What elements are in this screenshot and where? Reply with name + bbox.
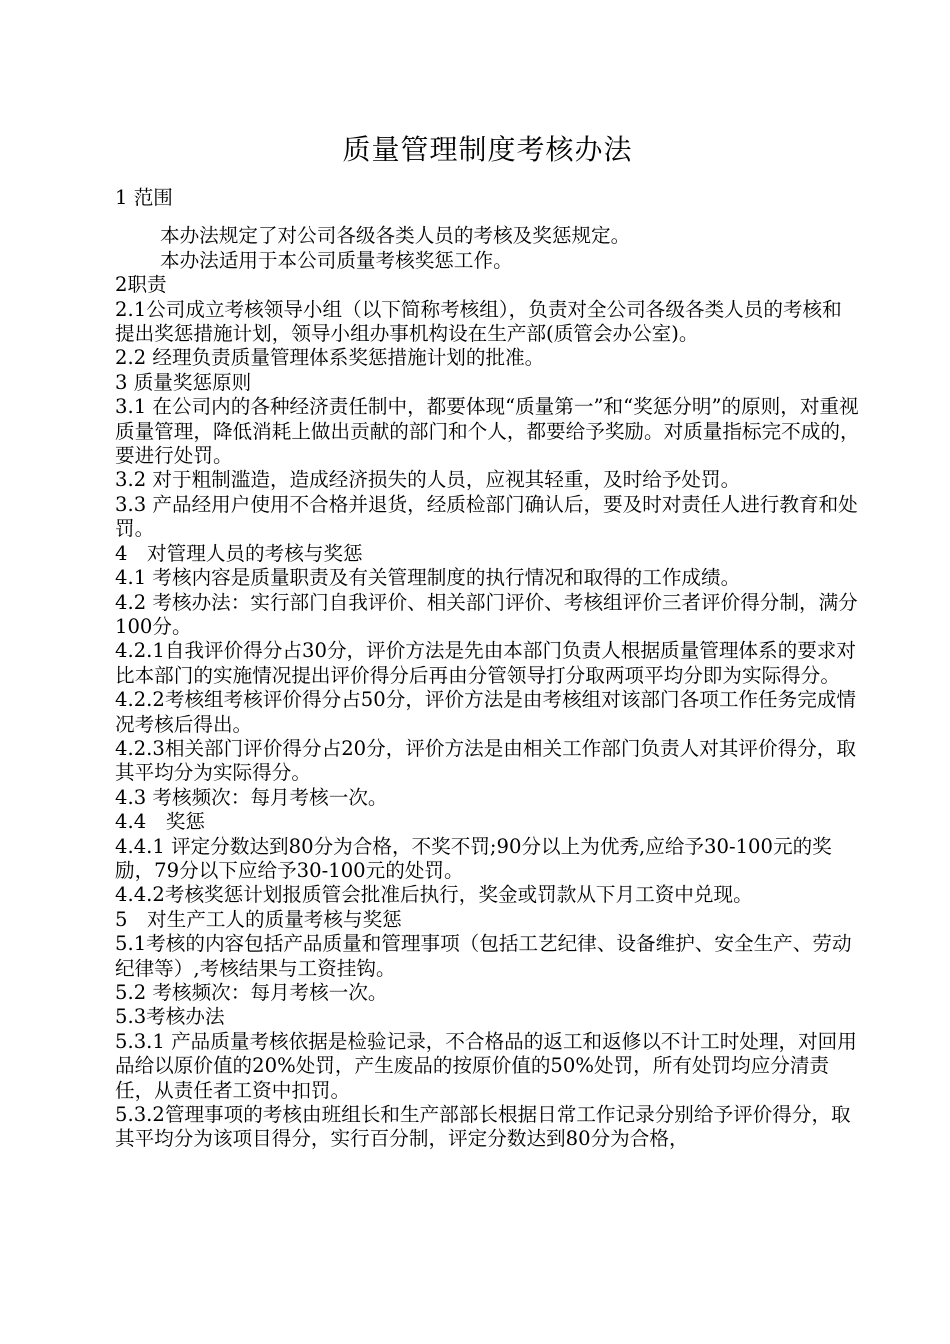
section-heading-2: 2职责	[115, 273, 167, 297]
paragraph-4-2-3: 4.2.3相关部门评价得分占20分，评价方法是由相关工作部门负责人对其评价得分，取其平均分为实际得分。	[115, 736, 856, 785]
section-heading-5-3: 5.3考核办法	[115, 1005, 225, 1029]
section-heading-4-4: 4.4 奖惩	[115, 810, 205, 834]
paragraph-1-a: 本办法规定了对公司各级各类人员的考核及奖惩规定。	[160, 224, 631, 248]
paragraph-4-2: 4.2 考核办法：实行部门自我评价、相关部门评价、考核组评价三者评价得分制，满分100分。	[115, 590, 858, 638]
paragraph-2-1: 2.1公司成立考核领导小组（以下简称考核组），负责对全公司各级各类人员的考核和提出奖惩措施计划，领导小组办事机构设在生产部(质管会办公室)。	[115, 297, 842, 346]
paragraph-4-3: 4.3 考核频次：每月考核一次。	[115, 785, 388, 809]
paragraph-4-4-2: 4.4.2考核奖惩计划报质管会批准后执行，奖金或罚款从下月工资中兑现。	[115, 883, 753, 907]
section-heading-3: 3 质量奖惩原则	[115, 370, 252, 394]
paragraph-4-4-1: 4.4.1 评定分数达到80分为合格，不奖不罚;90分以上为优秀,应给予30-100元的奖励，79分以下应给予30-100元的处罚。	[115, 834, 832, 882]
paragraph-4-2-2: 4.2.2考核组考核评价得分占50分，评价方法是由考核组对该部门各项工作任务完成情况考核后得出。	[115, 688, 856, 736]
paragraph-5-3-2: 5.3.2管理事项的考核由班组长和生产部部长根据日常工作记录分别给予评价得分，取其平均分为该项目得分，实行百分制，评定分数达到80分为合格，	[115, 1103, 851, 1151]
document-title: 质量管理制度考核办法	[342, 133, 633, 166]
document-body	[115, 186, 860, 1152]
paragraph-5-3-1: 5.3.1 产品质量考核依据是检验记录，不合格品的返工和返修以不计工时处理，对回用品给以原价值的20%处罚，产生废品的按原价值的50%处罚，所有处罚均应分清责任，从责任者工资中扣罚。	[115, 1029, 857, 1102]
paragraph-1-b: 本办法适用于本公司质量考核奖惩工作。	[160, 248, 513, 272]
paragraph-3-1: 3.1 在公司内的各种经济责任制中，都要体现“质量第一”和“奖惩分明”的原则，对重视质量管理，降低消耗上做出贡献的部门和个人，都要给予奖励。对质量指标完不成的，要进行处罚。	[115, 395, 860, 468]
paragraph-4-2-1: 4.2.1自我评价得分占30分，评价方法是先由本部门负责人根据质量管理体系的要求对比本部门的实施情况提出评价得分后再由分管领导打分取两项平均分即为实际得分。	[115, 639, 856, 687]
paragraph-2-2: 2.2 经理负责质量管理体系奖惩措施计划的批准。	[115, 346, 545, 370]
paragraph-5-2: 5.2 考核频次：每月考核一次。	[115, 981, 388, 1004]
section-heading-4: 4 对管理人员的考核与奖惩	[115, 541, 363, 565]
paragraph-4-1: 4.1 考核内容是质量职责及有关管理制度的执行情况和取得的工作成绩。	[115, 566, 741, 590]
paragraph-3-2: 3.2 对于粗制滥造，造成经济损失的人员，应视其轻重，及时给予处罚。	[115, 468, 741, 492]
section-heading-1: 1 范围	[115, 186, 173, 209]
paragraph-5-1: 5.1考核的内容包括产品质量和管理事项（包括工艺纪律、设备维护、安全生产、劳动纪律等）,考核结果与工资挂钩。	[115, 932, 852, 980]
paragraph-3-3: 3.3 产品经用户使用不合格并退货，经质检部门确认后，要及时对责任人进行教育和处罚。	[115, 492, 858, 541]
section-heading-5: 5 对生产工人的质量考核与奖惩	[115, 907, 402, 931]
